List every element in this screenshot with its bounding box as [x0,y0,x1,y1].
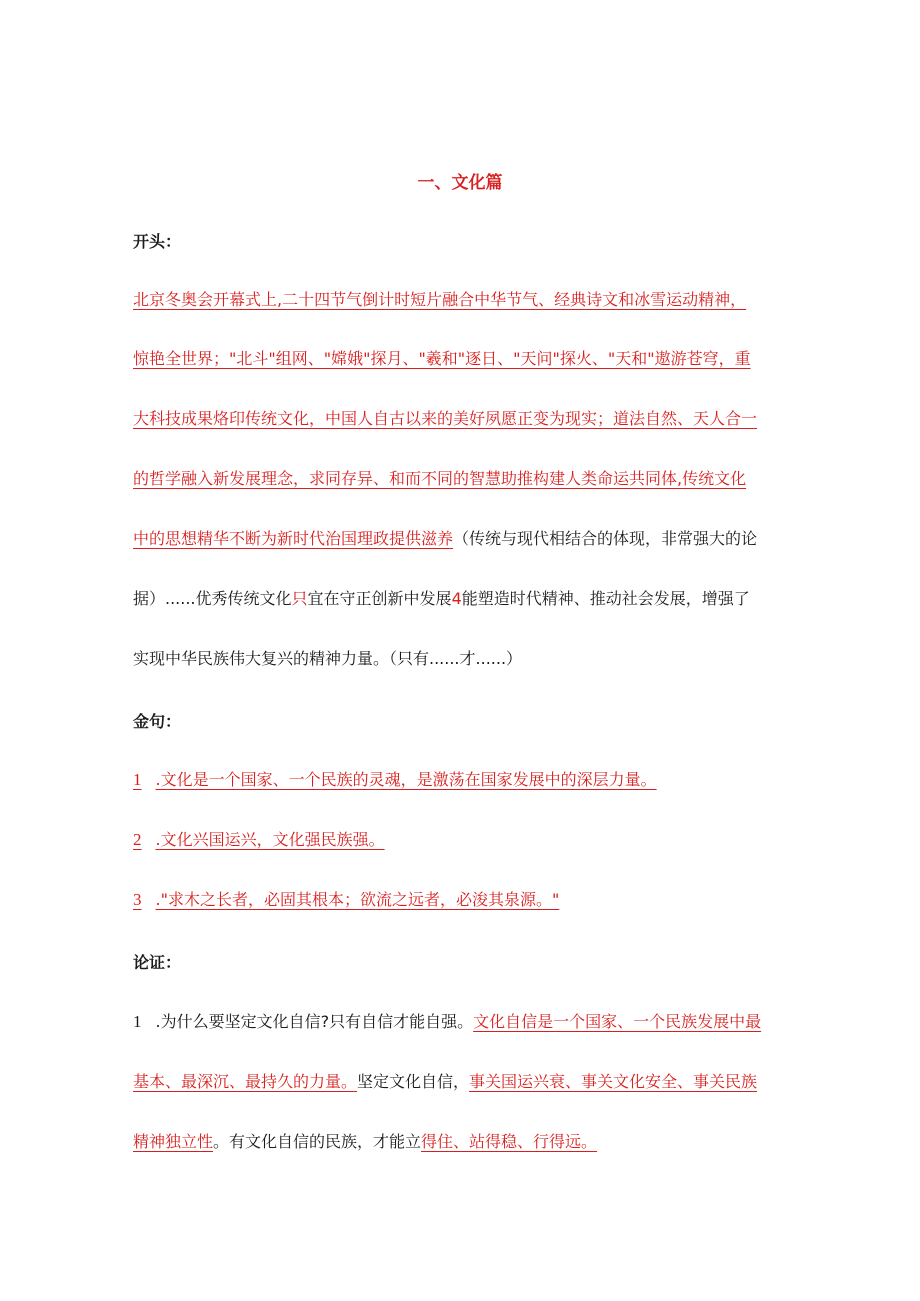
section-title: 一、文化篇 [417,173,503,193]
opening-line-6-four: 4 [451,589,462,608]
opening-line-6-a: 据）......优秀传统文化 [133,589,292,608]
opening-line-6-c: 能塑造时代精神、推动社会发展，增强了 [461,589,750,608]
quote-text: ."求木之长者，必固其根本；欲流之远者，必浚其泉源。" [155,890,560,909]
argument-red-3: 事关国运兴衰、事关文化安全、事关民族 [469,1072,758,1091]
quote-number: 2 [133,830,142,849]
opening-heading: 开头： [133,232,182,251]
argument-red-1: 文化自信是一个国家、一个民族发展中最 [473,1012,762,1031]
argument-line-3 [133,1130,597,1154]
opening-line-6-only: 只 [291,589,308,608]
quote-text: .文化是一个国家、一个民族的灵魂，是激荡在国家发展中的深层力量。 [155,770,657,789]
quote-text: .文化兴国运兴，文化强民族强。 [155,830,385,849]
argument-number: 1 [133,1012,142,1031]
argument-heading: 论证： [133,953,182,972]
opening-line-2: 惊艳全世界；"北斗"组网、"嫦娥"探月、"羲和"逐日、"天问"探火、"天和"遨游苍穹，重 [133,349,751,368]
quote-item-3 [133,888,559,912]
opening-line-6-b: 宜在守正创新中发展 [307,589,452,608]
opening-line-5-note: （传统与现代相结合的体现，非常强大的论 [453,529,758,548]
argument-red-2: 基本、最深沉、最持久的力量。 [133,1072,358,1091]
quote-item-1 [133,768,657,792]
opening-line-4: 的哲学融入新发展理念，求同存异、和而不同的智慧助推构建人类命运共同体,传统文化 [133,469,747,488]
opening-line-1: 北京冬奥会开幕式上,二十四节气倒计时短片融合中华节气、经典诗文和冰雪运动精神， [133,290,747,309]
quote-number: 1 [133,770,142,789]
argument-red-5: 得住、站得稳、行得远。 [421,1132,598,1151]
opening-line-5-red: 中的思想精华不断为新时代治国理政提供滋养 [133,529,454,548]
quote-item-2 [133,828,385,852]
argument-black-2: 。有文化自信的民族，才能立 [213,1132,422,1151]
opening-line-3: 大科技成果烙印传统文化，中国人自古以来的美好夙愿正变为现实；道法自然、天人合一 [133,409,758,428]
argument-black-1: 坚定文化自信， [357,1072,470,1091]
argument-line-2 [133,1070,757,1094]
quote-number: 3 [133,890,142,909]
argument-line-1 [133,1010,761,1034]
opening-line-5 [133,527,757,551]
argument-red-4: 精神独立性 [133,1132,214,1151]
argument-question: .为什么要坚定文化自信?只有自信才能自强。 [155,1012,474,1031]
quotes-heading: 金句： [133,712,182,731]
opening-line-6 [133,587,750,611]
opening-line-7: 实现中华民族伟大复兴的精神力量。（只有......才......） [133,649,523,668]
